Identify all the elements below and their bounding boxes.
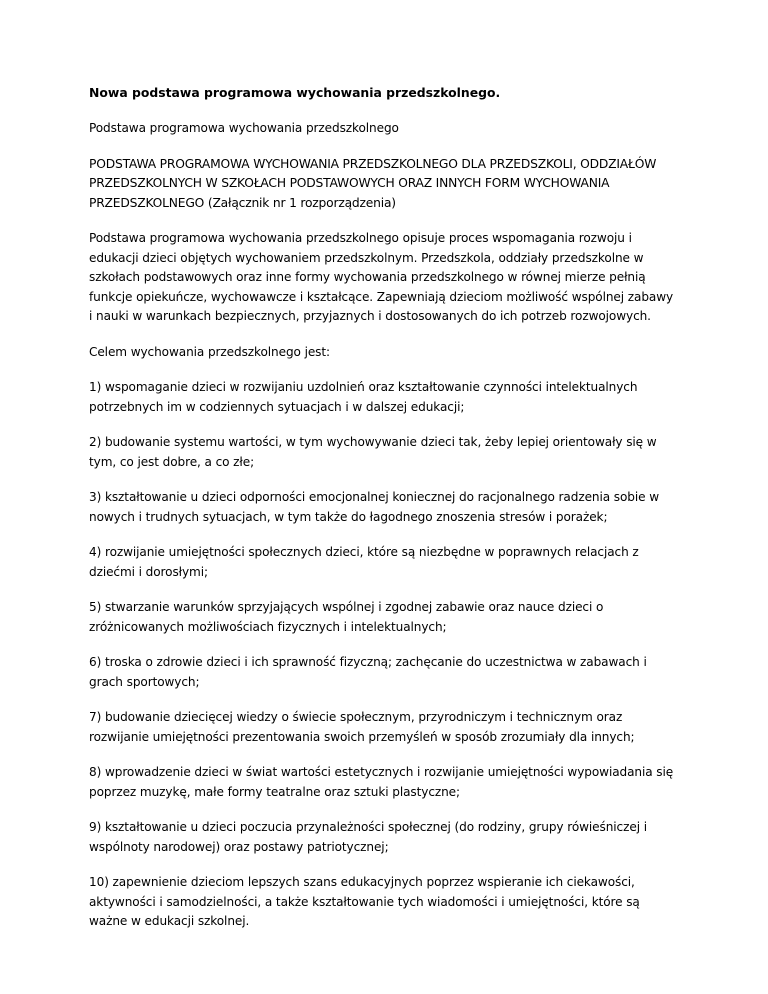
document-heading-text: PODSTAWA PROGRAMOWA WYCHOWANIA PRZEDSZKOLNEGO DLA PRZEDSZKOLI, ODDZIAŁÓW PRZEDSZKOLNYCH W SZKOŁACH PODSTAWOWYCH ORAZ INNYCH FORM WYCHOWANIA PRZEDSZKOLNEGO xyxy=(89,156,657,210)
document-heading xyxy=(89,155,679,214)
goal-item-3: 3) kształtowanie u dzieci odporności emocjonalnej koniecznej do racjonalnego radzenia sobie w nowych i trudnych sytuacjach, w tym także do łagodnego znoszenia stresów i porażek; xyxy=(89,490,660,524)
goal-item-9: 9) kształtowanie u dzieci poczucia przynależności społecznej (do rodziny, grupy rówieśniczej i wspólnoty narodowej) oraz postawy patriotycznej; xyxy=(89,820,647,854)
goal-item-8: 8) wprowadzenie dzieci w świat wartości estetycznych i rozwijanie umiejętności wypowiadania się poprzez muzykę, małe formy teatralne oraz sztuki plastyczne; xyxy=(89,765,674,799)
document-page xyxy=(89,84,679,948)
intro-paragraph: Podstawa programowa wychowania przedszkolnego opisuje proces wspomagania rozwoju i edukacji dzieci objętych wychowaniem przedszkolnym. Przedszkola, oddziały przedszkolne w szkołach podstawowych oraz inne formy wychowania przedszkolnego w równej mierze pełnią funkcje opiekuńcze, wychowawcze i kształcące. Zapewniają dzieciom możliwość wspólnej zabawy i nauki w warunkach bezpiecznych, przyjaznych i dostosowanych do ich potrzeb rozwojowych. xyxy=(89,231,674,323)
document-subtitle: Podstawa programowa wychowania przedszkolnego xyxy=(89,121,399,135)
goal-item-5: 5) stwarzanie warunków sprzyjających wspólnej i zgodnej zabawie oraz nauce dzieci o zróżnicowanych możliwościach fizycznych i intelektualnych; xyxy=(89,600,604,634)
document-heading-suffix: (Załącznik nr 1 rozporządzenia) xyxy=(204,195,396,210)
goal-item-1: 1) wspomaganie dzieci w rozwijaniu uzdolnień oraz kształtowanie czynności intelektualnych potrzebnych im w codziennych sytuacjach i w dalszej edukacji; xyxy=(89,380,638,414)
goal-item-10: 10) zapewnienie dzieciom lepszych szans edukacyjnych poprzez wspieranie ich ciekawości, aktywności i samodzielności, a także kształtowanie tych wiadomości i umiejętności, które są ważne w edukacji szkolnej. xyxy=(89,875,640,928)
document-title: Nowa podstawa programowa wychowania przedszkolnego. xyxy=(89,85,501,100)
goal-item-7: 7) budowanie dziecięcej wiedzy o świecie społecznym, przyrodniczym i technicznym oraz rozwijanie umiejętności prezentowania swoich przemyśleń w sposób zrozumiały dla innych; xyxy=(89,710,635,744)
goal-item-6: 6) troska o zdrowie dzieci i ich sprawność fizyczną; zachęcanie do uczestnictwa w zabawach i grach sportowych; xyxy=(89,655,647,689)
goal-item-2: 2) budowanie systemu wartości, w tym wychowywanie dzieci tak, żeby lepiej orientowały się w tym, co jest dobre, a co złe; xyxy=(89,435,657,469)
goals-lead: Celem wychowania przedszkolnego jest: xyxy=(89,344,330,359)
goal-item-4: 4) rozwijanie umiejętności społecznych dzieci, które są niezbędne w poprawnych relacjach z dziećmi i dorosłymi; xyxy=(89,545,639,579)
